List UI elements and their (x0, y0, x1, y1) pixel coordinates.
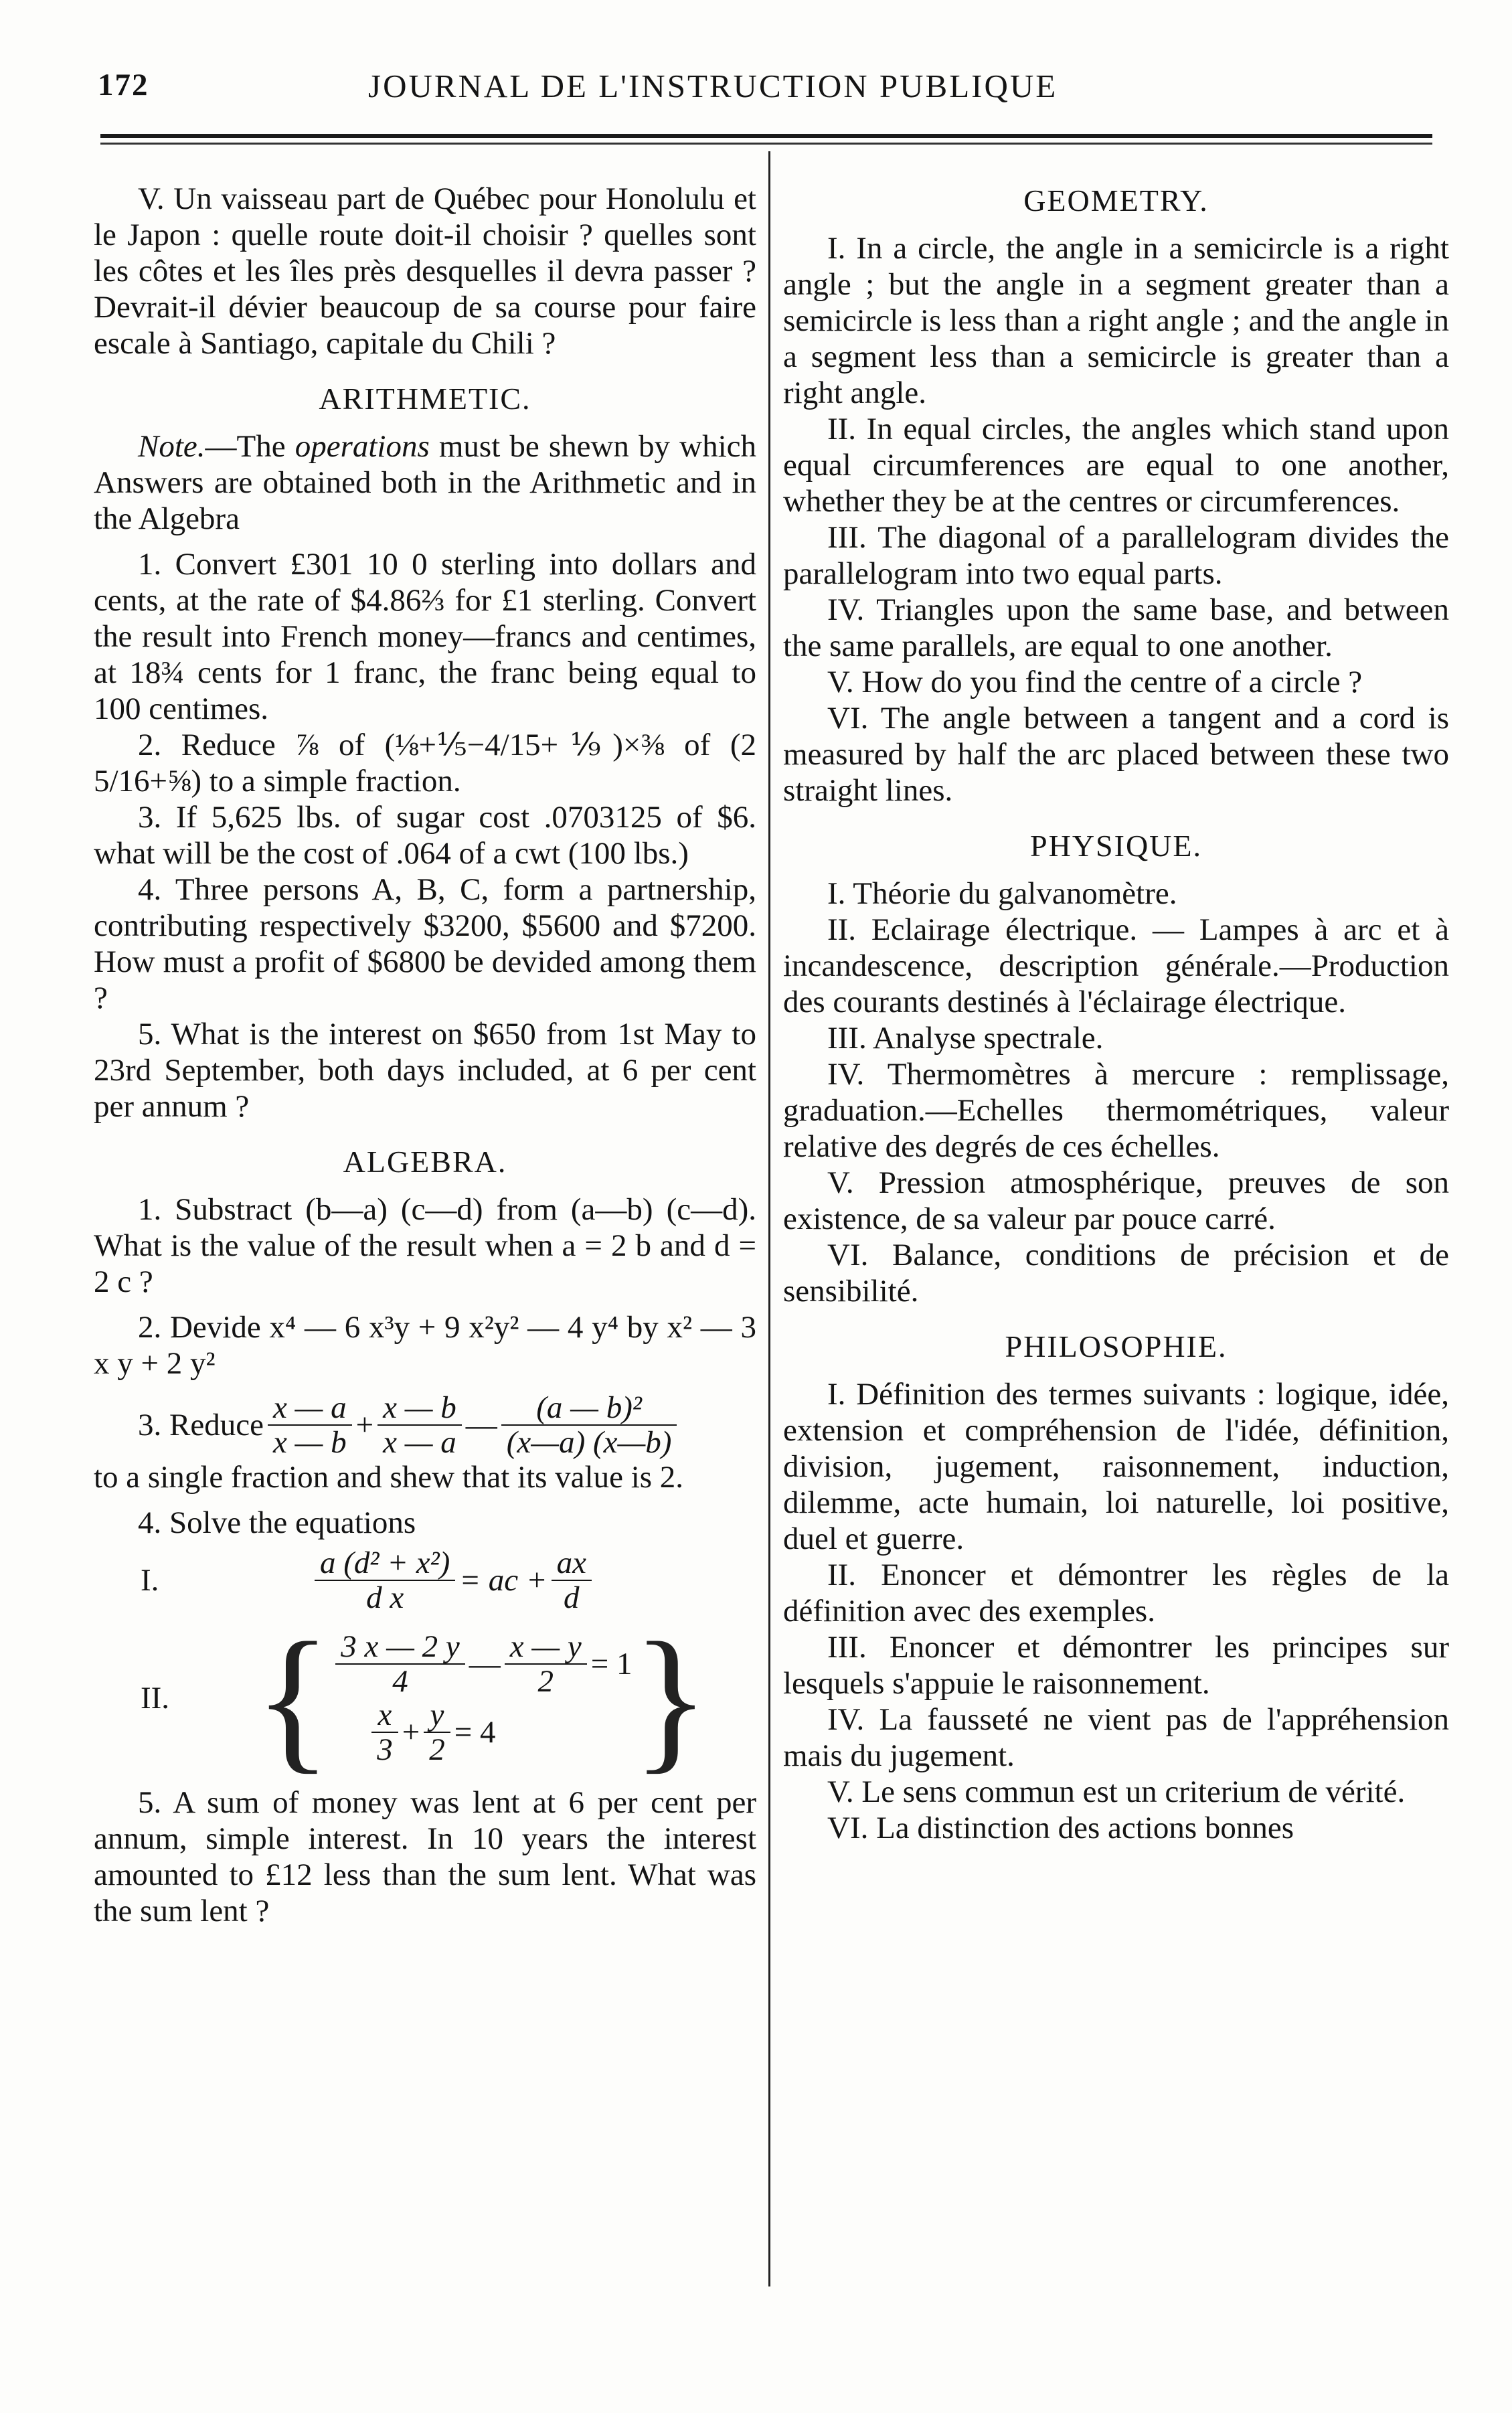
arithmetic-question-1: 1. Convert £301 10 0 sterling into dollars and cents, at the rate of $4.86⅔ for £1 sterling. Convert the result into French money—francs and centimes, at 18¾ cents for 1 franc, the franc being equal to 100 centimes. (94, 547, 756, 726)
algebra-question-1: 1. Substract (b—a) (c—d) from (a—b) (c—d). What is the value of the result when a = 2 b and d = 2 c ? (94, 1192, 756, 1299)
arithmetic-note (94, 428, 756, 537)
physique-question-4: IV. Thermomètres à mercure : remplissage, graduation.—Echelles thermométriques, valeur relative des degrés de ces échelles. (783, 1057, 1449, 1164)
equation-I-label: I. (141, 1563, 159, 1598)
physique-question-6: VI. Balance, conditions de précision et de sensibilité. (783, 1238, 1449, 1309)
philosophie-question-1: I. Définition des termes suivants : logique, idée, extension et compréhension de l'idée, définition, division, jugement, raisonnement, induction, dilemme, acte humain, loi naturelle, loi positive, duel et guerre. (783, 1377, 1449, 1556)
note-emphasis: operations (295, 429, 430, 464)
fraction-2 (377, 1391, 462, 1459)
note-text-a: —The (205, 429, 295, 464)
philosophie-heading: PHILOSOPHIE. (1005, 1329, 1228, 1363)
arithmetic-question-5: 5. What is the interest on $650 from 1st May to 23rd September, both days included, at 6 per cent per annum ? (94, 1017, 756, 1124)
fraction-2-denominator: x — a (383, 1425, 456, 1460)
algebra-question-4: 4. Solve the equations (138, 1505, 416, 1540)
algebra-question-3 (94, 1391, 756, 1459)
equation-I-rhs-denominator: d (564, 1580, 580, 1615)
geometry-question-3: III. The diagonal of a parallelogram divides the parallelogram into two equal parts. (783, 520, 1449, 591)
equation-I-numerator: a (d² + x²) (315, 1546, 455, 1581)
right-column (783, 181, 1449, 1846)
system-fraction-d-num: y (424, 1698, 450, 1733)
geometry-question-4: IV. Triangles upon the same base, and between the same parallels, are equal to one another. (783, 592, 1449, 663)
system-op-1: — (469, 1647, 501, 1681)
philosophie-question-6: VI. La distinction des actions bonnes (827, 1811, 1294, 1845)
system-rhs-1: = 1 (590, 1647, 633, 1681)
left-brace: { (254, 1609, 332, 1787)
system-line-2 (331, 1698, 632, 1766)
equation-I-rhs-numerator: ax (552, 1546, 592, 1581)
system-fraction-a-den: 4 (392, 1664, 408, 1699)
geography-question-5: V. Un vaisseau part de Québec pour Honolulu et le Japon : quelle route doit-il choisir ? quelles sont les côtes et les îles près desquelles il devra passer ? Devrait-il dévier beaucoup de sa course pour faire escale à Santiago, capitale du Chili ? (94, 181, 756, 361)
geometry-question-1: I. In a circle, the angle in a semicircle is a right angle ; but the angle in a segment greater than a semicircle is less than a right angle ; and the angle in a segment less than a semicircle is greater than a right angle. (783, 231, 1449, 410)
physique-question-1: I. Théorie du galvanomètre. (827, 876, 1177, 911)
plus-sign: + (355, 1408, 374, 1442)
equation-I-denominator: d x (366, 1580, 404, 1615)
fraction-3-numerator: (a — b)² (501, 1391, 677, 1426)
fraction-1-denominator: x — b (272, 1425, 347, 1460)
equation-I (94, 1546, 756, 1614)
system-fraction-c-num: x (371, 1698, 398, 1733)
system-fraction-a-num: 3 x — 2 y (335, 1630, 465, 1665)
geometry-heading: GEOMETRY. (1023, 183, 1209, 218)
physique-question-2: II. Eclairage électrique. — Lampes à arc et à incandescence, description générale.—Production des courants destinés à l'éclairage électrique. (783, 912, 1449, 1019)
philosophie-question-5: V. Le sens commun est un criterium de vérité. (827, 1774, 1406, 1809)
system-line-1 (331, 1630, 632, 1698)
minus-sign: — (465, 1408, 497, 1442)
system-fraction-d (424, 1698, 450, 1766)
page-number: 172 (98, 68, 149, 102)
system-fraction-b-num: x — y (505, 1630, 587, 1665)
system-rhs-2: = 4 (454, 1715, 496, 1750)
arithmetic-question-2: 2. Reduce ⅞ of (⅛+⅕−4/15+⅑)×⅜ of (2 5/16+⅝) to a simple fraction. (94, 728, 756, 799)
system-op-2: + (402, 1715, 420, 1750)
reduce-label: 3. Reduce (138, 1408, 264, 1442)
equation-I-rhs (552, 1546, 592, 1614)
geometry-question-2: II. In equal circles, the angles which stand upon equal circumferences are equal to one another, whether they be at the centres or circumferences. (783, 412, 1449, 519)
algebra-question-3-suffix: to a single fraction and shew that its value is 2. (94, 1460, 684, 1495)
geometry-question-5: V. How do you find the centre of a circle ? (827, 665, 1363, 699)
geometry-question-6: VI. The angle between a tangent and a cord is measured by half the arc placed between these two straight lines. (783, 701, 1449, 808)
arithmetic-question-3: 3. If 5,625 lbs. of sugar cost .0703125 of $6. what will be the cost of .064 of a cwt (100 lbs.) (94, 800, 756, 871)
system-fraction-d-den: 2 (429, 1732, 445, 1767)
note-label: Note. (138, 429, 205, 464)
physique-question-5: V. Pression atmosphérique, preuves de son existence, de sa valeur par pouce carré. (783, 1165, 1449, 1236)
arithmetic-heading: ARITHMETIC. (319, 382, 531, 416)
algebra-heading: ALGEBRA. (343, 1145, 507, 1179)
fraction-1-numerator: x — a (268, 1391, 352, 1426)
column-separator (768, 151, 770, 2286)
equation-II-label: II. (141, 1681, 170, 1716)
algebra-question-5: 5. A sum of money was lent at 6 per cent per annum, simple interest. In 10 years the interest amounted to £12 less than the sum lent. What was the sum lent ? (94, 1785, 756, 1928)
page-header (0, 67, 1512, 120)
philosophie-question-3: III. Enoncer et démontrer les principes sur lesquels s'appuie le raisonnement. (783, 1630, 1449, 1701)
fraction-3 (501, 1391, 677, 1459)
header-rule-thick (100, 134, 1432, 138)
fraction-1 (268, 1391, 352, 1459)
system-fraction-b-den: 2 (537, 1664, 554, 1699)
algebra-question-2: 2. Devide x⁴ — 6 x³y + 9 x²y² — 4 y⁴ by x² — 3 x y + 2 y² (94, 1310, 756, 1381)
fraction-2-numerator: x — b (377, 1391, 462, 1426)
system-fraction-c (371, 1698, 398, 1766)
journal-title: JOURNAL DE L'INSTRUCTION PUBLIQUE (368, 68, 1058, 104)
equation-I-middle: = ac + (459, 1563, 548, 1598)
physique-heading: PHYSIQUE. (1030, 829, 1202, 863)
note-text-b: must be shewn by which Answers are obtained both in the Arithmetic and in the Algebra (94, 429, 756, 536)
left-column (94, 181, 756, 1929)
system-fraction-a (335, 1630, 465, 1698)
arithmetic-question-4: 4. Three persons A, B, C, form a partnership, contributing respectively $3200, $5600 and $7200. How must a profit of $6800 be devided among them ? (94, 872, 756, 1015)
system-fraction-b (505, 1630, 587, 1698)
philosophie-question-2: II. Enoncer et démontrer les règles de la définition avec des exemples. (783, 1558, 1449, 1629)
system-fraction-c-den: 3 (377, 1732, 393, 1767)
right-brace: } (632, 1609, 709, 1787)
equation-I-lhs (315, 1546, 455, 1614)
equation-II (94, 1609, 756, 1787)
header-rule-thin (100, 143, 1432, 145)
physique-question-3: III. Analyse spectrale. (827, 1021, 1104, 1056)
equation-system (331, 1630, 632, 1766)
fraction-3-denominator: (x—a) (x—b) (506, 1425, 672, 1460)
philosophie-question-4: IV. La fausseté ne vient pas de l'appréhension mais du jugement. (783, 1702, 1449, 1773)
